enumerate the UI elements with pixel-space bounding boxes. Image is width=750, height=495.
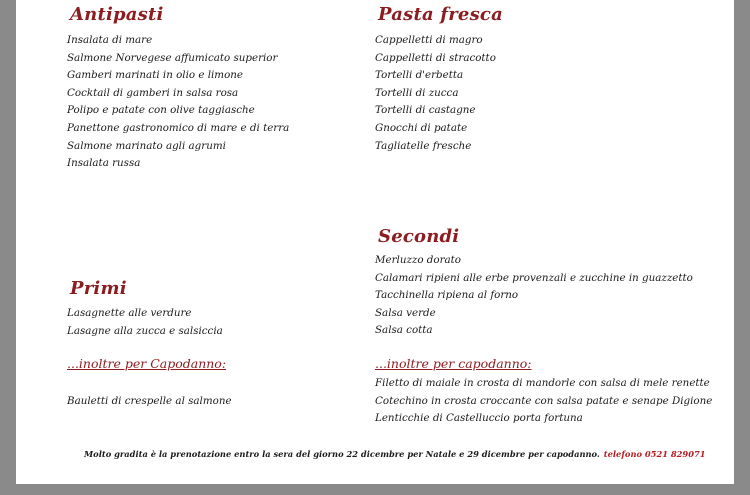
primi-list: [67, 305, 223, 340]
list-item: Bauletti di crespelle al salmone: [67, 395, 232, 407]
list-item: Cappelletti di stracotto: [375, 51, 496, 64]
reservation-text: Molto gradita è la prenotazione entro la sera del giorno 22 dicembre per Natale e 29 dicembre per capodanno.: [84, 449, 600, 459]
list-item: Lenticchie di Castelluccio porta fortuna: [375, 412, 583, 425]
list-item: Tacchinella ripiena al forno: [375, 289, 519, 302]
antipasti-list: [67, 32, 289, 173]
list-item: Merluzzo dorato: [375, 254, 461, 266]
secondi-capodanno-title: ...inoltre per capodanno:: [375, 356, 532, 371]
antipasti-title: Antipasti: [70, 4, 164, 25]
list-item: Tortelli di castagne: [375, 104, 476, 117]
list-item: Tortelli di zucca: [375, 86, 459, 99]
list-item: Lasagnette alle verdure: [67, 307, 192, 319]
list-item: Salsa verde: [375, 306, 436, 319]
list-item: Salsa cotta: [375, 324, 433, 337]
list-item: Cappelletti di magro: [375, 34, 483, 46]
list-item: Filetto di maiale in crosta di mandorle con salsa di mele renette: [375, 377, 710, 389]
list-item: Cocktail di gamberi in salsa rosa: [67, 86, 239, 99]
list-item: Salmone Norvegese affumicato superior: [67, 51, 278, 64]
secondi-capodanno-list: [375, 375, 712, 428]
list-item: Gamberi marinati in olio e limone: [67, 69, 243, 82]
list-item: Calamari ripieni alle erbe provenzali e zucchine in guazzetto: [375, 271, 693, 284]
list-item: Salmone marinato agli agrumi: [67, 139, 226, 152]
list-item: Panettone gastronomico di mare e di terra: [67, 121, 290, 134]
list-item: Lasagne alla zucca e salsiccia: [67, 324, 223, 337]
pasta-fresca-list: [375, 32, 496, 155]
list-item: Tortelli d'erbetta: [375, 69, 464, 82]
phone-number: telefono 0521 829071: [603, 449, 706, 459]
secondi-list: [375, 252, 693, 340]
list-item: Gnocchi di patate: [375, 121, 468, 134]
pasta-fresca-title: Pasta fresca: [378, 4, 503, 25]
list-item: Insalata di mare: [67, 34, 153, 46]
primi-title: Primi: [70, 278, 127, 299]
list-item: Insalata russa: [67, 157, 141, 170]
secondi-title: Secondi: [378, 226, 460, 247]
list-item: Tagliatelle fresche: [375, 139, 472, 152]
list-item: Cotechino in crosta croccante con salsa patate e senape Digione: [375, 394, 713, 407]
list-item: Polipo e patate con olive taggiasche: [67, 104, 255, 117]
reservation-note: [84, 449, 724, 459]
primi-capodanno-list: [67, 393, 232, 411]
primi-capodanno-title: ...inoltre per Capodanno:: [67, 356, 227, 371]
menu-sheet: [16, 0, 734, 484]
